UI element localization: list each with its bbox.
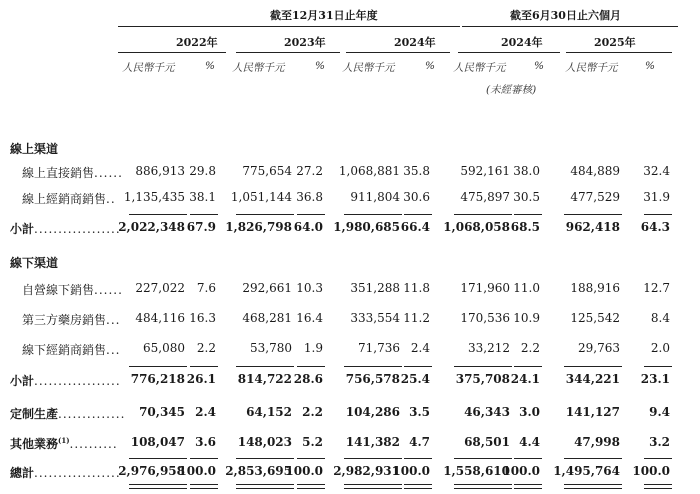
percent-cell: 11.8 bbox=[403, 281, 430, 295]
percent-cell: 16.4 bbox=[296, 311, 323, 325]
percent-cell: 100.0 bbox=[632, 464, 670, 478]
amount-cell: 170,536 bbox=[460, 311, 510, 325]
amount-cell: 886,913 bbox=[135, 164, 185, 178]
subtotal-rule-amount bbox=[344, 366, 402, 367]
percent-cell: 4.7 bbox=[409, 435, 430, 449]
subtotal-rule-amount bbox=[129, 214, 187, 215]
header-unit-rmb-0: 人民幣千元 bbox=[122, 62, 175, 74]
subtotal-rule-percent bbox=[644, 458, 672, 459]
percent-cell: 11.2 bbox=[403, 311, 430, 325]
amount-cell: 47,998 bbox=[574, 435, 620, 449]
amount-cell: 148,023 bbox=[237, 435, 292, 449]
header-year-1: 2023年 bbox=[284, 36, 326, 49]
subtotal-rule-percent bbox=[297, 214, 325, 215]
amount-cell: 475,897 bbox=[460, 190, 510, 204]
row-label-text: 其他業務 bbox=[10, 437, 59, 451]
total-double-rule-percent bbox=[190, 484, 218, 489]
total-double-rule-percent bbox=[644, 484, 672, 489]
amount-cell: 592,161 bbox=[460, 164, 510, 178]
percent-cell: 2.4 bbox=[410, 341, 430, 355]
percent-cell: 29.8 bbox=[189, 164, 216, 178]
header-unit-pct-0: % bbox=[205, 60, 215, 72]
percent-cell: 64.0 bbox=[293, 220, 323, 234]
amount-cell: 125,542 bbox=[570, 311, 620, 325]
subtotal-rule-amount bbox=[236, 458, 294, 459]
header-unaudited-note: (未經審核) bbox=[486, 84, 537, 96]
amount-cell: 1,495,764 bbox=[553, 464, 620, 478]
subtotal-rule-percent bbox=[404, 366, 432, 367]
row-label-text: 第三方藥房銷售 bbox=[22, 313, 107, 327]
percent-cell: 31.9 bbox=[643, 190, 670, 204]
amount-cell: 65,080 bbox=[143, 341, 185, 355]
amount-cell: 108,047 bbox=[130, 435, 185, 449]
amount-cell: 70,345 bbox=[139, 405, 185, 419]
header-year-rule-2 bbox=[346, 52, 450, 53]
leader-dots: ...... bbox=[94, 283, 123, 297]
percent-cell: 66.4 bbox=[400, 220, 430, 234]
header-unit-pct-2: % bbox=[425, 60, 435, 72]
percent-cell: 16.3 bbox=[189, 311, 216, 325]
subtotal-rule-amount bbox=[564, 366, 622, 367]
amount-cell: 68,501 bbox=[464, 435, 510, 449]
header-annual-period: 截至12月31日止年度 bbox=[270, 9, 378, 22]
header-year-2: 2024年 bbox=[394, 36, 436, 49]
amount-cell: 104,286 bbox=[345, 405, 400, 419]
percent-cell: 38.0 bbox=[513, 164, 540, 178]
percent-cell: 2.2 bbox=[196, 341, 216, 355]
header-year-rule-3 bbox=[458, 52, 560, 53]
percent-cell: 30.6 bbox=[403, 190, 430, 204]
row-label-text: 線上直接銷售 bbox=[22, 166, 95, 180]
percent-cell: 28.6 bbox=[293, 372, 323, 386]
percent-cell: 7.6 bbox=[196, 281, 216, 295]
row-label-text: 線上經銷商銷售 bbox=[22, 192, 107, 206]
leader-dots: .................. bbox=[34, 374, 121, 388]
header-annual-rule bbox=[118, 26, 460, 27]
subtotal-rule-amount bbox=[344, 214, 402, 215]
amount-cell: 776,218 bbox=[130, 372, 185, 386]
percent-cell: 2.2 bbox=[520, 341, 540, 355]
percent-cell: 25.4 bbox=[400, 372, 430, 386]
subtotal-rule-percent bbox=[404, 458, 432, 459]
percent-cell: 64.3 bbox=[640, 220, 670, 234]
amount-cell: 484,889 bbox=[570, 164, 620, 178]
subtotal-rule-amount bbox=[454, 366, 512, 367]
total-double-rule-amount bbox=[454, 484, 512, 489]
amount-cell: 468,281 bbox=[242, 311, 292, 325]
subtotal-rule-percent bbox=[514, 458, 542, 459]
amount-cell: 2,022,348 bbox=[118, 220, 185, 234]
amount-cell: 71,736 bbox=[358, 341, 400, 355]
percent-cell: 100.0 bbox=[392, 464, 430, 478]
amount-cell: 2,982,931 bbox=[333, 464, 400, 478]
row-label bbox=[10, 435, 118, 452]
amount-cell: 756,578 bbox=[345, 372, 400, 386]
total-double-rule-percent bbox=[514, 484, 542, 489]
subtotal-rule-percent bbox=[514, 214, 542, 215]
total-double-rule-percent bbox=[404, 484, 432, 489]
percent-cell: 26.1 bbox=[186, 372, 216, 386]
total-double-rule-amount bbox=[344, 484, 402, 489]
percent-cell: 30.5 bbox=[513, 190, 540, 204]
percent-cell: 8.4 bbox=[650, 311, 670, 325]
header-year-rule-0 bbox=[118, 52, 226, 53]
subtotal-rule-amount bbox=[236, 214, 294, 215]
total-double-rule-amount bbox=[129, 484, 187, 489]
percent-cell: 38.1 bbox=[189, 190, 216, 204]
amount-cell: 1,980,685 bbox=[333, 220, 400, 234]
amount-cell: 1,558,610 bbox=[443, 464, 510, 478]
percent-cell: 27.2 bbox=[296, 164, 323, 178]
amount-cell: 477,529 bbox=[570, 190, 620, 204]
row-label-text: 自營線下銷售 bbox=[22, 283, 95, 297]
amount-cell: 2,976,958 bbox=[118, 464, 185, 478]
section-heading: 線下渠道 bbox=[10, 256, 59, 270]
leader-dots: ... bbox=[106, 343, 121, 357]
header-unit-pct-3: % bbox=[534, 60, 544, 72]
amount-cell: 814,722 bbox=[237, 372, 292, 386]
subtotal-rule-percent bbox=[297, 458, 325, 459]
percent-cell: 35.8 bbox=[403, 164, 430, 178]
header-year-3: 2024年 bbox=[501, 36, 543, 49]
amount-cell: 188,916 bbox=[570, 281, 620, 295]
subtotal-rule-amount bbox=[564, 458, 622, 459]
subtotal-rule-percent bbox=[514, 366, 542, 367]
amount-cell: 141,382 bbox=[345, 435, 400, 449]
subtotal-rule-amount bbox=[129, 458, 187, 459]
row-label-text: 總計 bbox=[10, 466, 35, 480]
percent-cell: 3.6 bbox=[195, 435, 216, 449]
subtotal-rule-percent bbox=[644, 214, 672, 215]
amount-cell: 64,152 bbox=[246, 405, 292, 419]
amount-cell: 46,343 bbox=[464, 405, 510, 419]
amount-cell: 1,068,881 bbox=[338, 164, 400, 178]
leader-dots: .. bbox=[106, 192, 116, 206]
total-double-rule-amount bbox=[236, 484, 294, 489]
leader-dots: .......... bbox=[69, 437, 118, 451]
amount-cell: 351,288 bbox=[350, 281, 400, 295]
percent-cell: 68.5 bbox=[510, 220, 540, 234]
amount-cell: 292,661 bbox=[242, 281, 292, 295]
amount-cell: 962,418 bbox=[565, 220, 620, 234]
percent-cell: 5.2 bbox=[302, 435, 323, 449]
amount-cell: 141,127 bbox=[565, 405, 620, 419]
leader-dots: ...... bbox=[94, 166, 123, 180]
percent-cell: 2.4 bbox=[195, 405, 216, 419]
row-label-text: 定制生產 bbox=[10, 407, 59, 421]
subtotal-rule-amount bbox=[236, 366, 294, 367]
header-year-rule-4 bbox=[566, 52, 672, 53]
header-half-year-period: 截至6月30日止六個月 bbox=[510, 9, 621, 22]
subtotal-rule-percent bbox=[190, 214, 218, 215]
header-unit-pct-4: % bbox=[645, 60, 655, 72]
subtotal-rule-percent bbox=[297, 366, 325, 367]
percent-cell: 4.4 bbox=[519, 435, 540, 449]
amount-cell: 911,804 bbox=[350, 190, 400, 204]
row-label-text: 線下經銷商銷售 bbox=[22, 343, 107, 357]
subtotal-rule-amount bbox=[344, 458, 402, 459]
amount-cell: 1,051,144 bbox=[230, 190, 292, 204]
amount-cell: 171,960 bbox=[460, 281, 510, 295]
row-label bbox=[22, 190, 116, 207]
percent-cell: 100.0 bbox=[178, 464, 216, 478]
subtotal-rule-percent bbox=[644, 366, 672, 367]
percent-cell: 3.5 bbox=[409, 405, 430, 419]
amount-cell: 2,853,695 bbox=[225, 464, 292, 478]
subtotal-rule-amount bbox=[454, 214, 512, 215]
subtotal-rule-percent bbox=[404, 214, 432, 215]
percent-cell: 11.0 bbox=[513, 281, 540, 295]
amount-cell: 29,763 bbox=[578, 341, 620, 355]
header-unit-pct-1: % bbox=[315, 60, 325, 72]
header-half-rule bbox=[462, 26, 678, 27]
subtotal-rule-amount bbox=[564, 214, 622, 215]
subtotal-rule-amount bbox=[129, 366, 187, 367]
amount-cell: 375,708 bbox=[455, 372, 510, 386]
amount-cell: 33,212 bbox=[468, 341, 510, 355]
row-label-text: 小計 bbox=[10, 374, 35, 388]
amount-cell: 333,554 bbox=[350, 311, 400, 325]
percent-cell: 2.0 bbox=[650, 341, 670, 355]
percent-cell: 3.0 bbox=[519, 405, 540, 419]
subtotal-rule-percent bbox=[190, 458, 218, 459]
percent-cell: 36.8 bbox=[296, 190, 323, 204]
subtotal-rule-amount bbox=[454, 458, 512, 459]
percent-cell: 12.7 bbox=[643, 281, 670, 295]
header-unit-rmb-3: 人民幣千元 bbox=[453, 62, 506, 74]
total-double-rule-amount bbox=[564, 484, 622, 489]
leader-dots: .............. bbox=[58, 407, 126, 421]
percent-cell: 100.0 bbox=[285, 464, 323, 478]
header-year-0: 2022年 bbox=[176, 36, 218, 49]
percent-cell: 32.4 bbox=[643, 164, 670, 178]
percent-cell: 10.9 bbox=[513, 311, 540, 325]
amount-cell: 227,022 bbox=[135, 281, 185, 295]
amount-cell: 1,135,435 bbox=[123, 190, 185, 204]
amount-cell: 344,221 bbox=[565, 372, 620, 386]
section-heading: 線上渠道 bbox=[10, 142, 59, 156]
amount-cell: 1,826,798 bbox=[225, 220, 292, 234]
percent-cell: 1.9 bbox=[303, 341, 323, 355]
header-unit-rmb-2: 人民幣千元 bbox=[342, 62, 395, 74]
percent-cell: 24.1 bbox=[510, 372, 540, 386]
subtotal-rule-percent bbox=[190, 366, 218, 367]
header-year-rule-1 bbox=[236, 52, 340, 53]
percent-cell: 2.2 bbox=[302, 405, 323, 419]
footnote-marker: (1) bbox=[58, 436, 70, 445]
amount-cell: 484,116 bbox=[135, 311, 185, 325]
leader-dots: .................. bbox=[34, 222, 121, 236]
amount-cell: 53,780 bbox=[250, 341, 292, 355]
total-double-rule-percent bbox=[297, 484, 325, 489]
leader-dots: .................. bbox=[34, 466, 121, 480]
percent-cell: 100.0 bbox=[502, 464, 540, 478]
percent-cell: 10.3 bbox=[296, 281, 323, 295]
percent-cell: 23.1 bbox=[640, 372, 670, 386]
percent-cell: 67.9 bbox=[186, 220, 216, 234]
row-label-text: 小計 bbox=[10, 222, 35, 236]
percent-cell: 9.4 bbox=[649, 405, 670, 419]
header-year-4: 2025年 bbox=[594, 36, 636, 49]
header-unit-rmb-4: 人民幣千元 bbox=[565, 62, 618, 74]
amount-cell: 1,068,058 bbox=[443, 220, 510, 234]
amount-cell: 775,654 bbox=[242, 164, 292, 178]
header-unit-rmb-1: 人民幣千元 bbox=[232, 62, 285, 74]
percent-cell: 3.2 bbox=[649, 435, 670, 449]
leader-dots: ... bbox=[106, 313, 121, 327]
